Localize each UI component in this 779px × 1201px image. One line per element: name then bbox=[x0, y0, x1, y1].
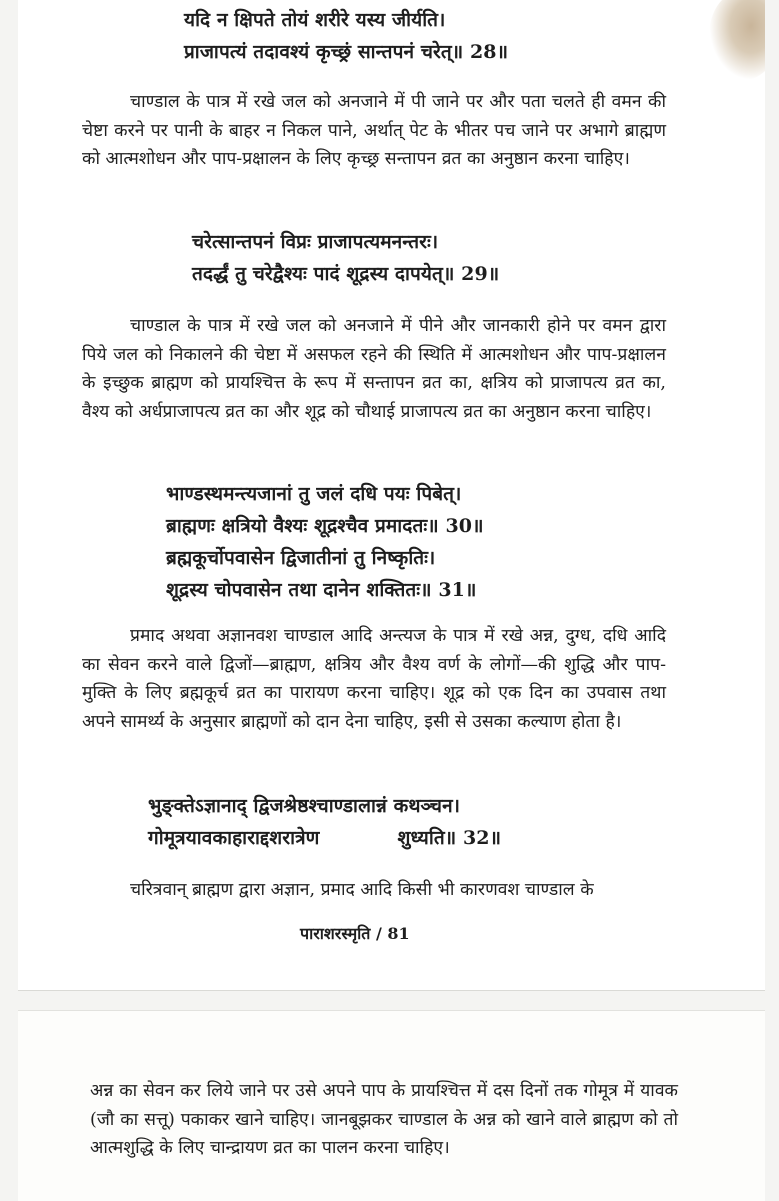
thumb-shadow bbox=[709, 0, 765, 80]
commentary-32-start bbox=[82, 876, 682, 905]
paragraph-4-start: चरित्रवान् ब्राह्मण द्वारा अज्ञान, प्रमाद आदि किसी भी कारणवश चाण्डाल के bbox=[130, 880, 594, 900]
paragraph-4-cont: अन्न का सेवन कर लिये जाने पर उसे अपने पाप के प्रायश्चित्त में दस दिनों तक गोमूत्र में यावक (जौ का सत्तू) पकाकर खाने चाहिए। जानबूझकर चाण्डाल के अन्न को खाने वाले ब्राह्मण को तो आत्मशुद्धि के लिए चान्द्रायण व्रत का पालन करना चाहिए। bbox=[90, 1081, 678, 1158]
commentary-29 bbox=[82, 312, 666, 426]
verse-32-line-1: भुङ्क्तेऽज्ञानाद् द्विजश्रेष्ठश्चाण्डालान्नं कथञ्चन। bbox=[148, 795, 461, 817]
verse-32 bbox=[148, 790, 501, 854]
paragraph-3: प्रमाद अथवा अज्ञानवश चाण्डाल आदि अन्त्यज के पात्र में रखे अन्न, दुग्ध, दधि आदि का सेवन करने वाले द्विजों—ब्राह्मण, क्षत्रिय और वैश्य वर्ण के लोगों—की शुद्धि और पाप-मुक्ति के लिए ब्रह्मकूर्च व्रत का पारायण करना चाहिए। शूद्र को एक दिन का उपवास तथा अपने सामर्थ्य के अनुसार ब्राह्मणों को दान देना चाहिए, इसी से उसका कल्याण होता है। bbox=[82, 626, 666, 732]
verse-28-line-1: यदि न क्षिपते तोयं शरीरे यस्य जीर्यति। bbox=[184, 9, 446, 31]
verse-32-line-2-b: शुध्यति॥ 32॥ bbox=[397, 827, 502, 849]
verse-32-line-2 bbox=[148, 822, 501, 854]
verse-29-line-2: तदर्द्धं तु चरेद्वैश्यः पादं शूद्रस्य दापयेत्॥ 29॥ bbox=[192, 263, 500, 285]
commentary-32-cont bbox=[90, 1077, 678, 1163]
verse-30-line-2: ब्राह्मणः क्षत्रियो वैश्यः शूद्रश्चैव प्रमादतः॥ 30॥ bbox=[166, 515, 484, 537]
verse-31-line-1: ब्रह्मकूर्चोपवासेन द्विजातीनां तु निष्कृतिः। bbox=[166, 547, 436, 569]
verse-30-line-1: भाण्डस्थमन्त्यजानां तु जलं दधि पयः पिबेत्। bbox=[166, 483, 462, 505]
scanned-page-81 bbox=[18, 0, 765, 991]
verse-28 bbox=[184, 4, 508, 68]
commentary-30-31 bbox=[82, 622, 666, 736]
verse-32-line-2-a: गोमूत्रयावकाहाराद्दशरात्रेण bbox=[148, 827, 320, 849]
paragraph-1: चाण्डाल के पात्र में रखे जल को अनजाने में पी जाने पर और पता चलते ही वमन की चेष्टा करने पर पानी के बाहर न निकल पाने, अर्थात् पेट के भीतर पच जाने पर अभागे ब्राह्मण को आत्मशोधन और पाप-प्रक्षालन के लिए कृच्छ्र सन्तापन व्रत का अनुष्ठान करना चाहिए। bbox=[82, 92, 666, 169]
verse-28-line-2: प्राजापत्यं तदावश्यं कृच्छ्रं सान्तपनं चरेत्॥ 28॥ bbox=[184, 41, 509, 63]
paragraph-2: चाण्डाल के पात्र में रखे जल को अनजाने में पीने और जानकारी होने पर वमन द्वारा पिये जल को निकालने की चेष्टा में असफल रहने की स्थिति में आत्मशोधन और पाप-प्रक्षालन के इच्छुक ब्राह्मण को प्रायश्चित्त के रूप में सन्तापन व्रत का, क्षत्रिय को प्राजापत्य व्रत का, वैश्य को अर्धप्राजापत्य व्रत का और शूद्र को चौथाई प्राजापत्य व्रत का अनुष्ठान करना चाहिए। bbox=[82, 316, 666, 422]
page-footer: पाराशरस्मृति / 81 bbox=[300, 924, 410, 943]
verse-29-line-1: चरेत्सान्तपनं विप्रः प्राजापत्यमनन्तरः। bbox=[192, 231, 439, 253]
verse-29 bbox=[192, 226, 499, 290]
commentary-28 bbox=[82, 88, 666, 174]
scanned-page-82 bbox=[18, 1010, 765, 1201]
verse-30-31 bbox=[166, 478, 484, 606]
verse-31-line-2: शूद्रस्य चोपवासेन तथा दानेन शक्तितः॥ 31॥ bbox=[166, 579, 477, 601]
